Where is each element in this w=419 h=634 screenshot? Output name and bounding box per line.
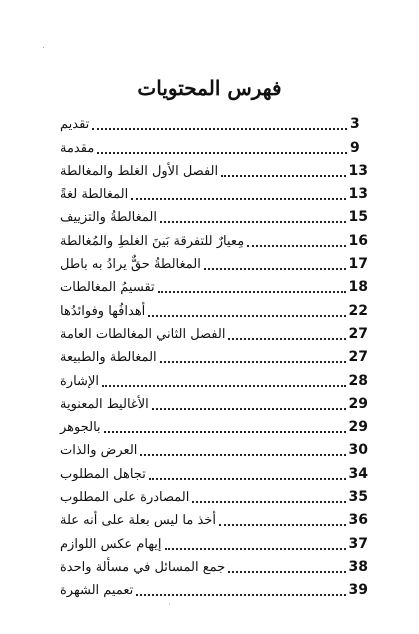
toc-entry <box>60 531 368 554</box>
toc-entry-page-number: 39 <box>348 582 368 599</box>
toc-entry-title: بالجوهر <box>60 420 101 436</box>
toc-entry <box>60 159 368 182</box>
page-title: فهرس المحتويات <box>137 76 282 100</box>
toc-entry-title: المغالطةُ والتزييف <box>60 210 157 226</box>
toc-entry <box>60 392 368 415</box>
toc-entry-page-number: 36 <box>348 512 368 529</box>
toc-entry-page-number: 28 <box>348 372 368 389</box>
toc-entry <box>60 252 368 275</box>
dot-leader <box>152 407 346 410</box>
toc-entry <box>60 508 368 531</box>
dot-leader <box>160 360 346 363</box>
toc-entry-page-number: 15 <box>348 209 368 226</box>
toc-entry-page-number: 13 <box>348 186 368 203</box>
scan-speck: · <box>168 600 171 610</box>
dot-leader <box>192 500 345 503</box>
table-of-contents <box>60 112 368 601</box>
toc-entry-page-number: 35 <box>348 489 368 506</box>
toc-entry <box>60 275 368 298</box>
dot-leader <box>148 314 345 317</box>
dot-leader <box>97 151 347 154</box>
toc-entry-title: الإشارة <box>60 373 99 389</box>
toc-entry-title: الفصل الثاني المغالطات العامة <box>60 326 226 342</box>
dot-leader <box>131 197 345 200</box>
toc-entry-page-number: 38 <box>348 558 368 575</box>
toc-entry <box>60 345 368 368</box>
dot-leader <box>204 267 346 270</box>
toc-entry <box>60 298 368 321</box>
toc-entry-title: جمع المسائل في مسألة واحدة <box>60 559 226 575</box>
toc-entry <box>60 578 368 601</box>
toc-entry-page-number: 22 <box>348 302 368 319</box>
toc-entry-title: المصادرة على المطلوب <box>60 490 190 506</box>
toc-entry <box>60 555 368 578</box>
toc-entry-page-number: 27 <box>348 325 368 342</box>
dot-leader <box>219 523 346 526</box>
toc-entry-page-number: 9 <box>350 139 360 156</box>
toc-entry <box>60 228 368 251</box>
toc-entry-page-number: 13 <box>348 162 368 179</box>
toc-entry <box>60 485 368 508</box>
toc-entry-page-number: 3 <box>350 116 360 133</box>
toc-entry-title: مقدمة <box>60 140 95 156</box>
toc-entry-title: إيهام عكس اللوازم <box>60 536 162 552</box>
toc-entry-title: الأغاليط المعنوية <box>60 396 149 412</box>
toc-entry-title: المغالطةُ حقٌّ يرادُ به باطل <box>60 257 201 273</box>
dot-leader <box>149 477 346 480</box>
dot-leader <box>160 220 346 223</box>
dot-leader <box>221 174 345 177</box>
toc-entry-title: تجاهل المطلوب <box>60 466 146 482</box>
toc-entry-page-number: 30 <box>348 442 368 459</box>
dot-leader <box>92 127 347 130</box>
dot-leader <box>228 570 345 573</box>
toc-entry-page-number: 27 <box>348 349 368 366</box>
dot-leader <box>104 430 346 433</box>
toc-entry <box>60 438 368 461</box>
dot-leader <box>158 290 346 293</box>
toc-entry <box>60 112 368 135</box>
toc-entry-title: العرض والذات <box>60 443 138 459</box>
dot-leader <box>247 244 345 247</box>
toc-entry-title: مِعيارٌ للتفرقة بَينَ الغلطِ والمُغالطة <box>60 233 245 249</box>
toc-entry-title: الفصل الأول الغلط والمغالطة <box>60 163 219 179</box>
toc-entry-title: تقديم <box>60 117 90 133</box>
toc-entry <box>60 322 368 345</box>
dot-leader <box>228 337 345 340</box>
toc-entry-page-number: 29 <box>348 419 368 436</box>
toc-entry-page-number: 16 <box>348 232 368 249</box>
toc-entry-page-number: 34 <box>348 465 368 482</box>
toc-entry-title: المغالطة والطبيعة <box>60 350 157 366</box>
toc-entry-title: أهدافُها وفوائدُها <box>60 303 146 319</box>
toc-entry-page-number: 37 <box>348 535 368 552</box>
toc-entry <box>60 368 368 391</box>
toc-entry <box>60 182 368 205</box>
toc-entry-title: المغالطة لغةً <box>60 187 129 203</box>
dot-leader <box>136 593 345 596</box>
dot-leader <box>102 384 346 387</box>
dot-leader <box>140 453 345 456</box>
toc-entry-title: تعميم الشهرة <box>60 583 134 599</box>
dot-leader <box>165 547 346 550</box>
toc-entry-page-number: 29 <box>348 395 368 412</box>
toc-entry <box>60 415 368 438</box>
scan-speck: . <box>42 41 45 51</box>
toc-entry-page-number: 18 <box>348 279 368 296</box>
toc-entry-page-number: 17 <box>348 256 368 273</box>
toc-entry <box>60 135 368 158</box>
toc-entry <box>60 205 368 228</box>
toc-entry <box>60 461 368 484</box>
toc-entry-title: تقسيمُ المغالطات <box>60 280 155 296</box>
toc-entry-title: أخذ ما ليس بعلة على أنه علة <box>60 513 216 529</box>
